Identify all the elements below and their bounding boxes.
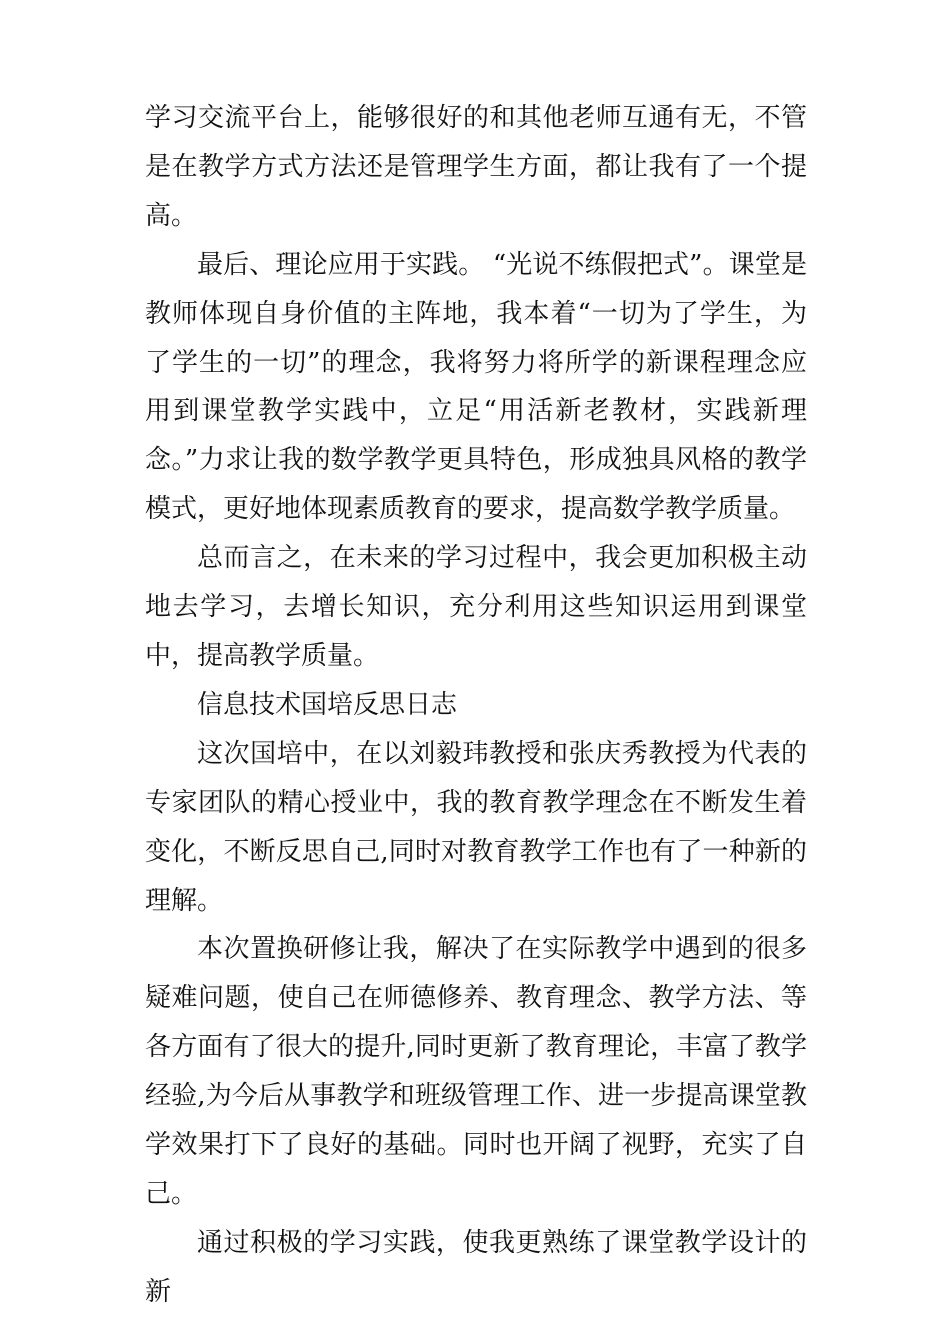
- paragraph-1: 学习交流平台上，能够很好的和其他老师互通有无，不管是在教学方式方法还是管理学生方面，都让我有了一个提高。: [145, 103, 807, 231]
- paragraph-3: 总而言之，在未来的学习过程中，我会更加积极主动地去学习，去增长知识，充分利用这些知识运用到课堂中，提高教学质量。: [145, 543, 807, 671]
- document-body: [145, 94, 807, 1317]
- paragraph-5: 本次置换研修让我，解决了在实际教学中遇到的很多疑难问题，使自己在师德修养、教育理念、教学方法、等各方面有了很大的提升,同时更新了教育理论，丰富了教学经验,为今后从事教学和班级管理工作、进一步提高课堂教学效果打下了良好的基础。同时也开阔了视野，充实了自己。: [145, 934, 807, 1209]
- paragraph-6: 通过积极的学习实践，使我更熟练了课堂教学设计的新: [145, 1227, 807, 1307]
- paragraph-4: 这次国培中，在以刘毅玮教授和张庆秀教授为代表的专家团队的精心授业中，我的教育教学理念在不断发生着变化，不断反思自己,同时对教育教学工作也有了一种新的理解。: [145, 738, 807, 916]
- section-heading: 信息技术国培反思日志: [197, 689, 458, 720]
- paragraph-2: 最后、理论应用于实践。 “光说不练假把式”。课堂是教师体现自身价值的主阵地，我本着“一切为了学生，为了学生的一切”的理念，我将努力将所学的新课程理念应用到课堂教学实践中，立足“用活新老教材，实践新理念。”力求让我的数学教学更具特色，形成独具风格的教学模式，更好地体现素质教育的要求，提高数学教学质量。: [145, 249, 807, 525]
